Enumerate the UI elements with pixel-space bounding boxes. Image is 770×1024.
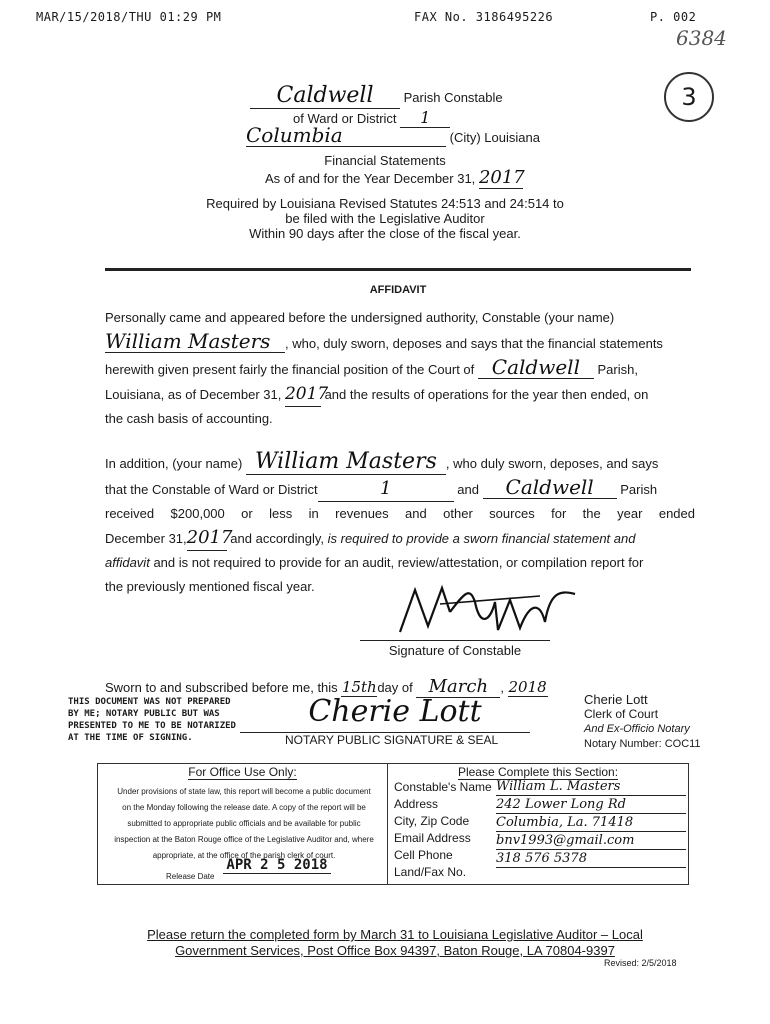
- p1-line1: Personally came and appeared before the undersigned authority, Constable (your name): [105, 310, 615, 325]
- return-instructions: [100, 927, 690, 959]
- sworn-comma: ,: [500, 680, 504, 695]
- p2-line4: [105, 526, 695, 551]
- constable-name-1: William Masters: [105, 330, 285, 353]
- notary-stamp: [68, 696, 236, 744]
- divider: [105, 268, 691, 271]
- parish-value: Caldwell: [250, 84, 400, 109]
- p2-affidavit-word: affidavit: [105, 555, 150, 570]
- p2-accordingly: and accordingly,: [230, 531, 324, 546]
- value-cell-phone: 318 576 5378: [496, 850, 686, 868]
- sworn-day: 15th: [341, 678, 377, 696]
- label-address: Address: [394, 797, 439, 811]
- p2-line2-text: that the Constable of Ward or District: [105, 482, 318, 497]
- parish-value-2: Caldwell: [483, 476, 617, 499]
- notary-title1: Clerk of Court: [584, 707, 659, 721]
- box-divider: [387, 764, 388, 884]
- p2-line5-text: and is not required to provide for an audit, review/attestation, or compilation report for: [153, 555, 644, 570]
- fs-line2: [265, 167, 523, 189]
- p1-line2-text: , who, duly sworn, deposes and says that the financial statements: [285, 336, 663, 351]
- label-land-fax: Land/Fax No.: [394, 865, 467, 879]
- p2-line2: [105, 476, 695, 502]
- notary-title2: And Ex-Officio Notary: [584, 723, 690, 735]
- sworn-dayof: day of: [377, 680, 413, 695]
- notary-number: Notary Number: COC11: [584, 738, 701, 750]
- label-constable-name: Constable's Name: [394, 780, 492, 794]
- stamp-line3: PRESENTED TO ME TO BE NOTARIZED: [68, 721, 236, 731]
- fs-year-value: 2017: [478, 167, 525, 188]
- p1-line3: [105, 356, 695, 382]
- p2-parish-word: Parish: [620, 482, 658, 497]
- label-email: Email Address: [394, 831, 471, 845]
- fax-number: FAX No. 3186495226: [414, 10, 554, 24]
- p2-line1: [105, 450, 695, 476]
- fax-page: P. 002: [650, 10, 697, 24]
- p2-line4-text: December 31,: [105, 531, 187, 546]
- stamp-line4: AT THE TIME OF SIGNING.: [68, 733, 193, 743]
- release-date-label: Release Date: [166, 872, 215, 881]
- city-label: (City) Louisiana: [449, 130, 540, 145]
- value-land-fax: [496, 868, 686, 885]
- parish-label: Parish Constable: [403, 90, 503, 105]
- stamp-line2: BY ME; NOTARY PUBLIC BUT WAS: [68, 709, 220, 719]
- ward-label: of Ward or District: [293, 111, 397, 126]
- requirements-block: [180, 196, 590, 241]
- p2-line3: received $200,000 or less in revenues and other sources for the year ended: [105, 506, 695, 521]
- revised-date: Revised: 2/5/2018: [604, 958, 677, 968]
- ward-value-2: 1: [318, 477, 454, 502]
- p2-line1-rest: , who duly sworn, deposes, and says: [445, 456, 659, 471]
- p1-year-value: 2017: [285, 382, 321, 407]
- office-use-title-text: For Office Use Only:: [188, 765, 297, 779]
- footer-line2: Government Services, Post Office Box 94397, Baton Rouge, LA 70804-9397: [175, 943, 615, 958]
- p1-line5: the cash basis of accounting.: [105, 411, 273, 426]
- p2-and: and: [457, 482, 479, 497]
- p2-required-text: is required to provide a sworn financial statement and: [327, 531, 636, 546]
- p1-line4: [105, 382, 695, 407]
- court-parish-value: Caldwell: [478, 356, 594, 379]
- p1-line2: [105, 330, 695, 356]
- affidavit-title: AFFIDAVIT: [369, 284, 427, 296]
- circled-number: 3: [664, 72, 714, 122]
- p2-line6: the previously mentioned fiscal year.: [105, 579, 315, 594]
- p1-line4-text: Louisiana, as of December 31,: [105, 387, 282, 402]
- p2-line5: [105, 551, 695, 575]
- signature-line: [360, 640, 550, 641]
- sworn-text: Sworn to and subscribed before me, this: [105, 680, 338, 695]
- req-line3: Within 90 days after the close of the fiscal year.: [249, 226, 521, 241]
- notary-info: [584, 692, 701, 752]
- sworn-year: 2018: [508, 678, 547, 696]
- office-use-title: [98, 765, 387, 779]
- stamp-number: 6384: [676, 26, 727, 50]
- complete-section-title: [388, 765, 688, 779]
- value-city-zip: Columbia, La. 71418: [496, 814, 686, 832]
- release-date-stamp: APR 2 5 2018: [223, 857, 331, 874]
- fax-datetime: MAR/15/2018/THU 01:29 PM: [36, 10, 222, 24]
- value-constable-name: William L. Masters: [496, 778, 686, 796]
- complete-section-title-text: Please Complete this Section:: [457, 765, 619, 779]
- city-value: Columbia: [246, 124, 446, 147]
- heading-parish-line: [250, 84, 570, 109]
- complete-section-labels: [394, 779, 492, 881]
- notary-label: NOTARY PUBLIC SIGNATURE & SEAL: [285, 733, 499, 747]
- req-line2: be filed with the Legislative Auditor: [285, 211, 485, 226]
- stamp-line1: THIS DOCUMENT WAS NOT PREPARED: [68, 697, 231, 707]
- value-address: 242 Lower Long Rd: [496, 796, 686, 814]
- footer-line1: Please return the completed form by March 31 to Louisiana Legislative Auditor – Local: [147, 927, 643, 942]
- value-email: bnv1993@gmail.com: [496, 832, 686, 850]
- label-cell-phone: Cell Phone: [394, 848, 453, 862]
- ward-value: 1: [400, 108, 450, 128]
- p1-line3-text: herewith given present fairly the financial position of the Court of: [105, 362, 475, 377]
- office-use-notice: Under provisions of state law, this report will become a public document on the Monday following the release date. A copy of the report will be submitted to appropriate public officials and be available for public inspection at the Baton Rouge office of the Legislative Auditor and, where appropriate, at the office of the parish clerk of court.: [114, 787, 374, 860]
- heading-city-line: [246, 124, 540, 147]
- p1-parish-word: Parish,: [597, 362, 638, 377]
- affidavit-paragraph-1: [105, 306, 695, 431]
- fs-line2-text: As of and for the Year December 31,: [265, 171, 476, 186]
- constable-name-2: William Masters: [246, 450, 446, 475]
- affidavit-paragraph-2: [105, 450, 695, 599]
- constable-signature: [380, 582, 590, 642]
- label-city-zip: City, Zip Code: [394, 814, 470, 828]
- signature-label: Signature of Constable: [388, 643, 522, 658]
- notary-signature: Cherie Lott: [308, 694, 482, 729]
- p1-line4-rest: and the results of operations for the year then ended, on: [324, 387, 649, 402]
- p2-line1-text: In addition, (your name): [105, 456, 243, 471]
- req-line1: Required by Louisiana Revised Statutes 24:513 and 24:514 to: [206, 196, 564, 211]
- notary-name: Cherie Lott: [584, 692, 648, 707]
- complete-section-values: [496, 778, 686, 885]
- fs-line1: Financial Statements: [324, 153, 446, 168]
- info-box: [97, 763, 689, 885]
- p2-year-value: 2017: [187, 526, 227, 551]
- sworn-month: March: [416, 676, 500, 698]
